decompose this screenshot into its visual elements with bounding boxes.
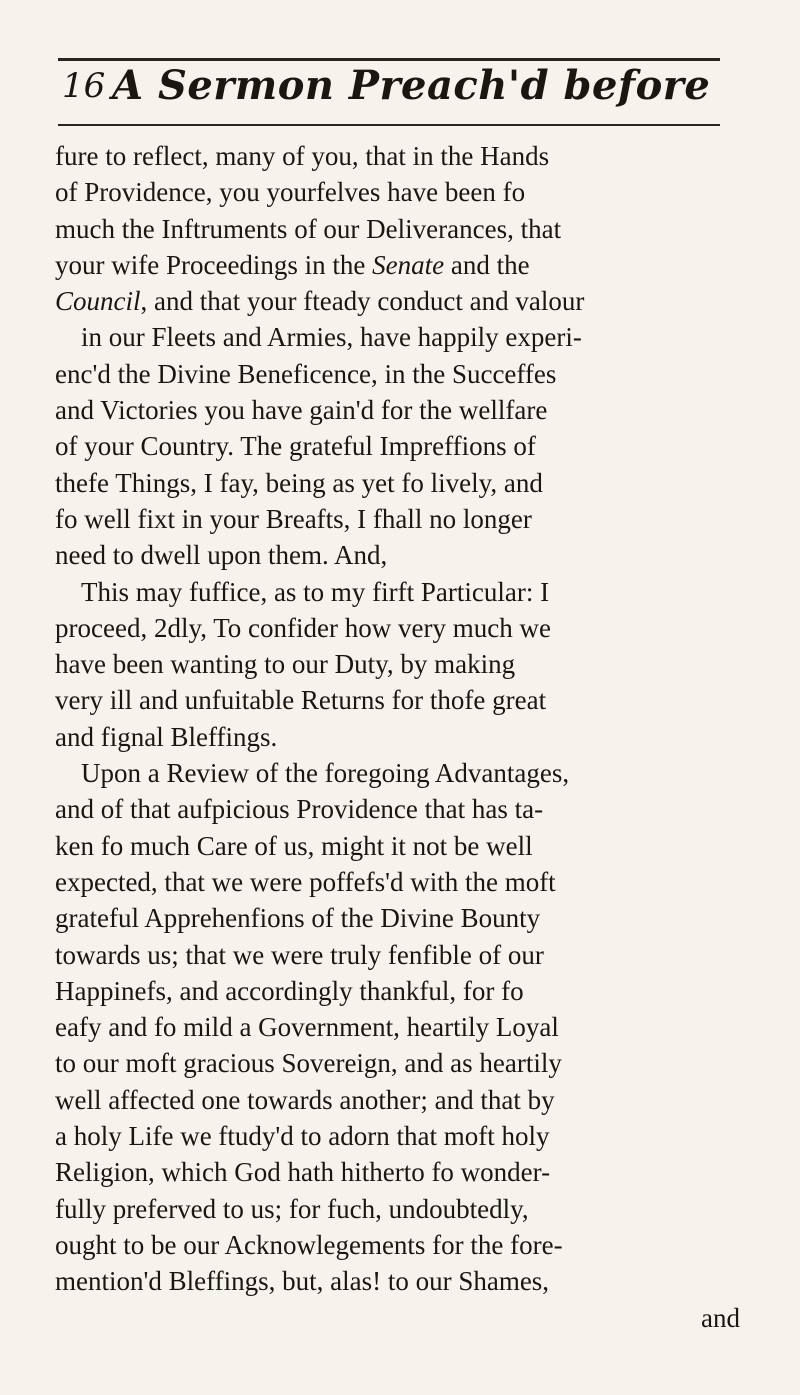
text-line: well affected one towards another; and that by: [55, 1084, 555, 1115]
italic-term: Senate: [372, 249, 445, 280]
text-line: ken fo much Care of us, might it not be well: [55, 830, 533, 861]
text-line: [55, 247, 740, 283]
text-line: need to dwell upon them. And,: [55, 540, 388, 571]
paragraph-start-line: This may fuffice, as to my firft Particular: I: [81, 576, 550, 607]
text-line: Happinefs, and accordingly thankful, for fo: [55, 975, 524, 1006]
text-line: proceed, 2dly, To confider how very much we: [55, 612, 551, 643]
text-line: very ill and unfuitable Returns for thofe great: [55, 685, 547, 716]
paragraph-start-line: Upon a Review of the foregoing Advantages,: [81, 758, 570, 789]
text-line: thefe Things, I fay, being as yet fo lively, and: [55, 467, 543, 498]
text-segment: and the: [444, 249, 530, 280]
text-line: eafy and fo mild a Government, heartily Loyal: [55, 1012, 559, 1043]
text-line: grateful Apprehenfions of the Divine Bounty: [55, 903, 541, 934]
body-text: [55, 138, 740, 1336]
text-line: fully preferved to us; for fuch, undoubtedly,: [55, 1193, 529, 1224]
text-line: much the Inftruments of our Deliverances, that: [55, 213, 562, 244]
text-line: ought to be our Acknowlegements for the fore-: [55, 1229, 563, 1260]
text-line: to our moft gracious Sovereign, and as heartily: [55, 1048, 562, 1079]
running-head: A Sermon Preach'd before: [112, 62, 711, 109]
text-segment: your wife Proceedings in the: [55, 249, 373, 280]
text-line: enc'd the Divine Beneficence, in the Succeffes: [55, 358, 557, 389]
text-line: have been wanting to our Duty, by making: [55, 649, 516, 680]
text-line: a holy Life we ftudy'd to adorn that moft holy: [55, 1121, 550, 1152]
text-line: and fignal Bleffings.: [55, 721, 278, 752]
text-line: Religion, which God hath hitherto fo wonder-: [55, 1157, 551, 1188]
text-line: and Victories you have gain'd for the wellfare: [55, 395, 548, 426]
text-line: of your Country. The grateful Impreffions of: [55, 431, 536, 462]
page-number: 16: [62, 66, 106, 106]
text-line: mention'd Bleffings, but, alas! to our Shames,: [55, 1266, 550, 1297]
page-header: [62, 62, 722, 118]
top-rule: [58, 58, 720, 61]
text-line: of Providence, you yourfelves have been fo: [55, 177, 526, 208]
text-line: towards us; that we were truly fenfible of our: [55, 939, 544, 970]
catchword: and: [701, 1302, 740, 1333]
text-line: and of that aufpicious Providence that has ta-: [55, 794, 544, 825]
text-line: fo well fixt in your Breafts, I fhall no longer: [55, 503, 532, 534]
header-rule: [58, 124, 720, 126]
text-line: expected, that we were poffefs'd with the moft: [55, 866, 556, 897]
text-line: [55, 283, 740, 319]
text-line: fure to reflect, many of you, that in the Hands: [55, 141, 550, 171]
text-line: in our Fleets and Armies, have happily experi-: [81, 322, 582, 353]
text-segment: , and that your fteady conduct and valour: [140, 286, 585, 317]
italic-term: Council: [55, 286, 141, 317]
